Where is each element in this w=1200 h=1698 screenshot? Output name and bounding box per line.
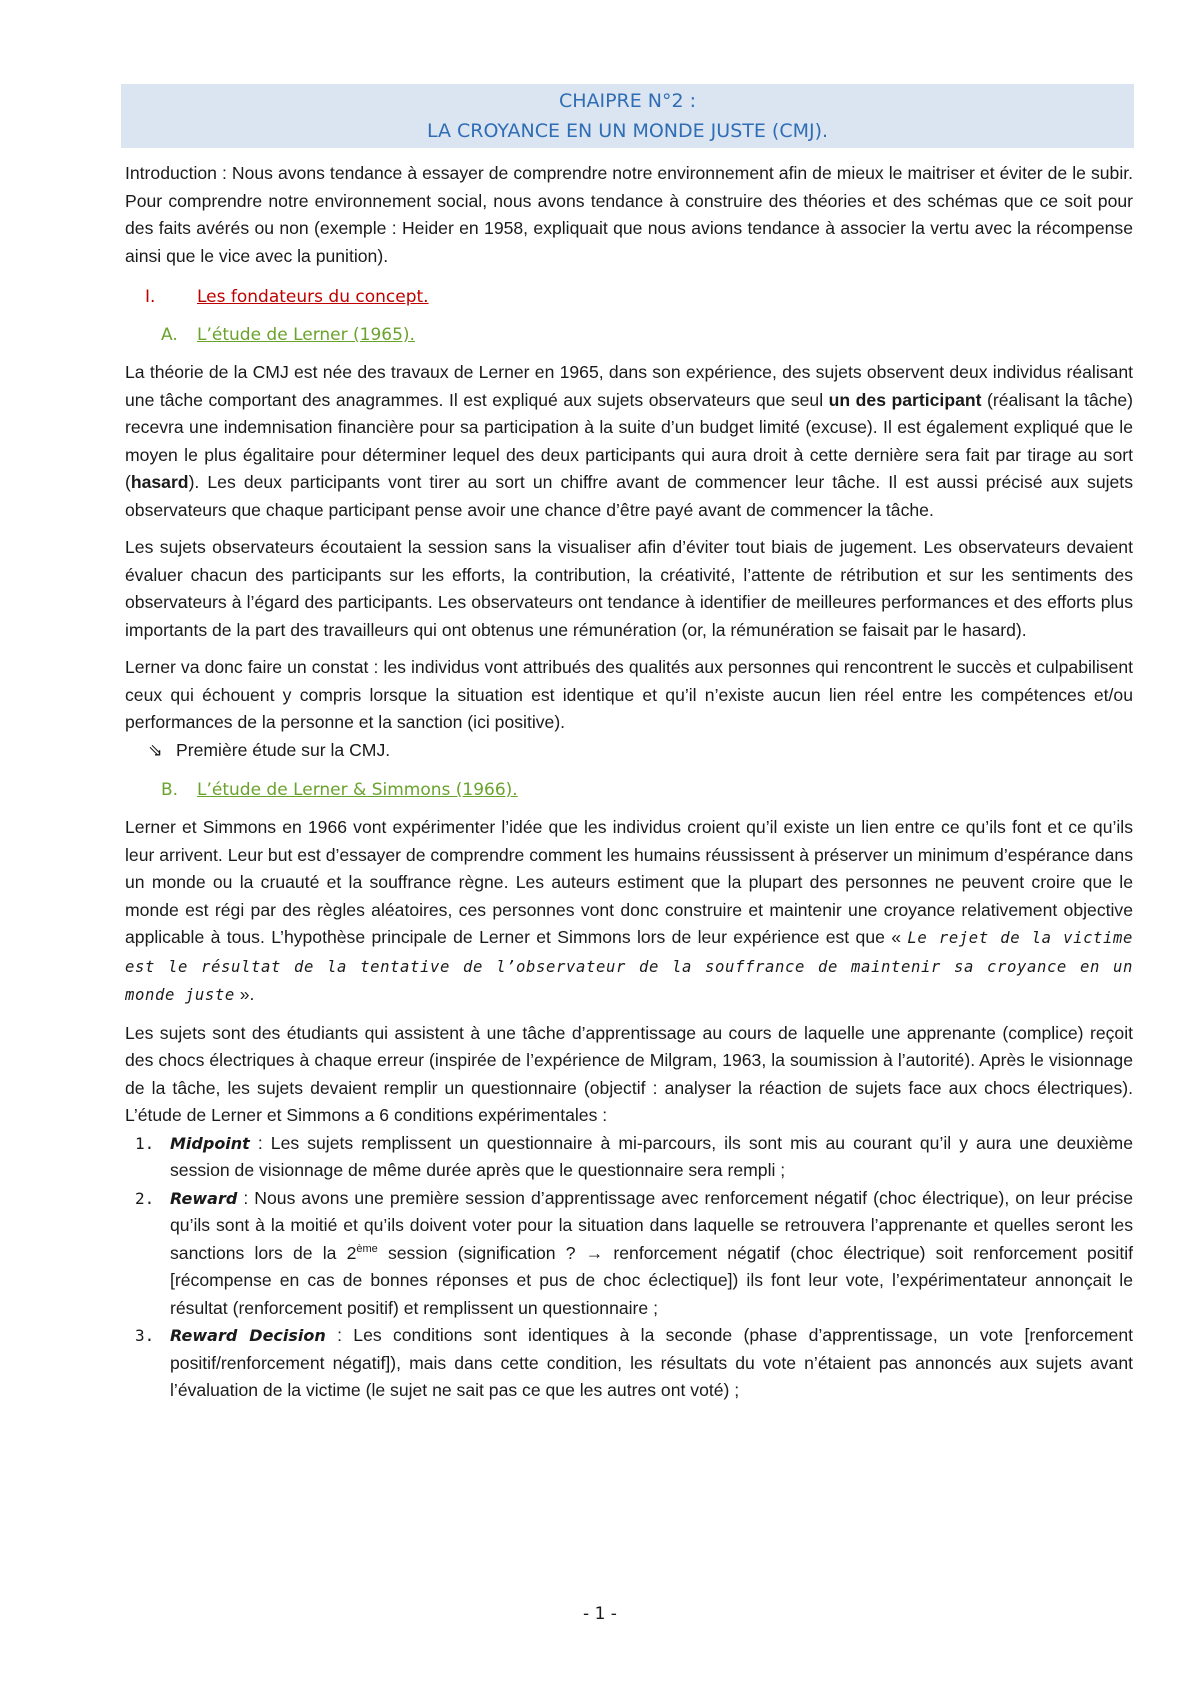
condition-text: session (signification ? → renforcement négatif (choc électrique) soit renforcement positif [récompense en cas de bonnes réponses et pus de choc éclectique]) ils font leur vote, l’expérimentateur annonçait le résultat (renforcement positif) et remplissent un questionnaire ; bbox=[170, 1242, 1134, 1318]
lerner-paragraph-3: Lerner va donc faire un constat : les individus vont attribués des qualités aux personnes qui rencontrent le succès et culpabilisent ceux qui échouent y compris lorsque la situation est identique et qu’il n’existe aucun lien réel entre les compétences et/ou performances de la personne et la sanction (ici positive). bbox=[125, 657, 1133, 732]
conclusion-text: Première étude sur la CMJ. bbox=[176, 739, 391, 760]
text-run: (réalisant la tâche) recevra une indemnisation financière pour sa participation à la suite d’un budget limité (excuse). Il est également expliqué que le moyen le plus égalitaire pour déterminer lequel des deux participants qui aura droit à cette dernière sera fait par tirage au sort ( bbox=[125, 389, 1133, 492]
condition-text: : Les conditions sont identiques à la seconde (phase d’apprentissage, un vote [renforcement positif/renforcement négatif]), mais dans cette condition, les résultats du vote n’étaient pas annoncés aux sujets avant l’évaluation de la victime (le sujet ne sait pas ce que les autres ont voté) ; bbox=[170, 1325, 1133, 1400]
page-number: - 1 - bbox=[583, 1604, 617, 1624]
section-heading-1 bbox=[145, 283, 1133, 311]
list-number: 2. bbox=[135, 1188, 155, 1208]
condition-term: Reward Decision bbox=[170, 1326, 326, 1345]
subsection-title: L’étude de Lerner & Simmons (1966). bbox=[197, 780, 518, 800]
document-body bbox=[125, 160, 1133, 1405]
condition-text: : Nous avons une première session d’apprentissage avec renforcement négatif (choc électrique), on leur précise qu’ils sont à la moitié et qu’ils doivent voter pour la situation dans laquelle se retrouvera l’apprenante et quelles seront les sanctions lors de la 2 bbox=[170, 1187, 1133, 1263]
subsection-heading-b bbox=[161, 776, 1133, 804]
intro-paragraph: Introduction : Nous avons tendance à essayer de comprendre notre environnement afin de mieux le maitriser et éviter de le subir. Pour comprendre notre environnement social, nous avons tendance à construire des théories et des schémas que ce soit pour des faits avérés ou non (exemple : Heider en 1958, expliquait que nous avions tendance à associer la vertu avec la récompense ainsi que le vice avec la punition). bbox=[125, 163, 1133, 266]
list-item bbox=[125, 1185, 1133, 1323]
superscript: ème bbox=[356, 1242, 378, 1255]
chapter-title-box bbox=[121, 84, 1134, 148]
chapter-number: CHAIPRE N°2 : bbox=[558, 90, 697, 112]
bold-run: hasard bbox=[130, 472, 189, 492]
hypothesis-quote: Le rejet de la victime est le résultat de la tentative de l’observateur de la souffrance de maintenir sa croyance en un monde juste bbox=[125, 929, 1134, 1004]
list-number: 3. bbox=[135, 1326, 155, 1345]
chapter-title: LA CROYANCE EN UN MONDE JUSTE (CMJ). bbox=[426, 120, 829, 142]
arrow-icon: ⇘ bbox=[148, 739, 163, 760]
simmons-paragraph-1 bbox=[125, 814, 1133, 1010]
text-run: « bbox=[884, 927, 908, 947]
simmons-paragraph-2: Les sujets sont des étudiants qui assistent à une tâche d’apprentissage au cours de laquelle une apprenante (complice) reçoit des chocs électriques à chaque erreur (inspirée de l’expérience de Milgram, 1963, la soumission à l’autorité). Après le visionnage de la tâche, les sujets devaient remplir un questionnaire (objectif : analyser la réaction de sujets face aux chocs électriques). L’étude de Lerner et Simmons a 6 conditions expérimentales : bbox=[125, 1022, 1133, 1125]
subsection-number: A. bbox=[161, 325, 178, 345]
text-run: Lerner et Simmons en 1966 vont expérimenter l’idée que les individus croient qu’il existe un lien entre ce qu’ils font et ce qu’ils leur arrivent. Leur but est d’essayer de comprendre comment les humains réussissent à préserver un minimum d’espérance dans un monde ou la cruauté et la souffrance règne. Les auteurs estiment que la plupart des personnes ne peuvent croire que le monde est régi par des règles aléatoires, ces personnes vont donc construire et maintenir une croyance relativement objective applicable à tous. L’hypothèse principale de Lerner et Simmons lors de leur expérience est que bbox=[125, 817, 1133, 947]
list-number: 1. bbox=[135, 1133, 155, 1153]
condition-text: : Les sujets remplissent un questionnaire à mi-parcours, ils sont mis au courant qu’il y aura une deuxième session de visionnage de même durée après que le questionnaire sera rempli ; bbox=[170, 1132, 1133, 1180]
condition-term: Midpoint bbox=[170, 1133, 250, 1153]
condition-term: Reward bbox=[170, 1188, 238, 1208]
lerner-paragraph-1 bbox=[125, 359, 1133, 524]
conclusion-line bbox=[148, 737, 1133, 765]
section-number: I. bbox=[145, 287, 156, 307]
conditions-list bbox=[125, 1130, 1133, 1405]
text-run: ). Les deux participants vont tirer au sort un chiffre avant de commencer leur tâche. Il est aussi précisé aux sujets observateurs que chaque participant pense avoir une chance d’être payé avant de commencer la tâche. bbox=[125, 472, 1133, 520]
subsection-number: B. bbox=[161, 780, 179, 800]
section-title: Les fondateurs du concept. bbox=[197, 287, 429, 307]
subsection-title: L’étude de Lerner (1965). bbox=[197, 325, 415, 345]
text-run: ». bbox=[234, 984, 255, 1004]
text-run: La théorie de la CMJ est née des travaux de Lerner en 1965, dans son expérience, des sujets observent deux individus réalisant une tâche comportant des anagrammes. Il est expliqué aux sujets observateurs que seul bbox=[125, 362, 1133, 410]
subsection-heading-a bbox=[161, 321, 1133, 349]
lerner-paragraph-2: Les sujets observateurs écoutaient la session sans la visualiser afin d’éviter tout biais de jugement. Les observateurs devaient évaluer chacun des participants sur les efforts, la contribution, la créativité, l’attente de rétribution et sur les sentiments des observateurs à l’égard des participants. Les observateurs ont tendance à identifier de meilleures performances et des efforts plus importants de la part des travailleurs qui ont obtenus une rémunération (or, la rémunération se faisait par le hasard). bbox=[125, 537, 1133, 640]
bold-run: un des participant bbox=[828, 389, 982, 410]
list-item bbox=[125, 1322, 1133, 1405]
list-item bbox=[125, 1130, 1133, 1185]
